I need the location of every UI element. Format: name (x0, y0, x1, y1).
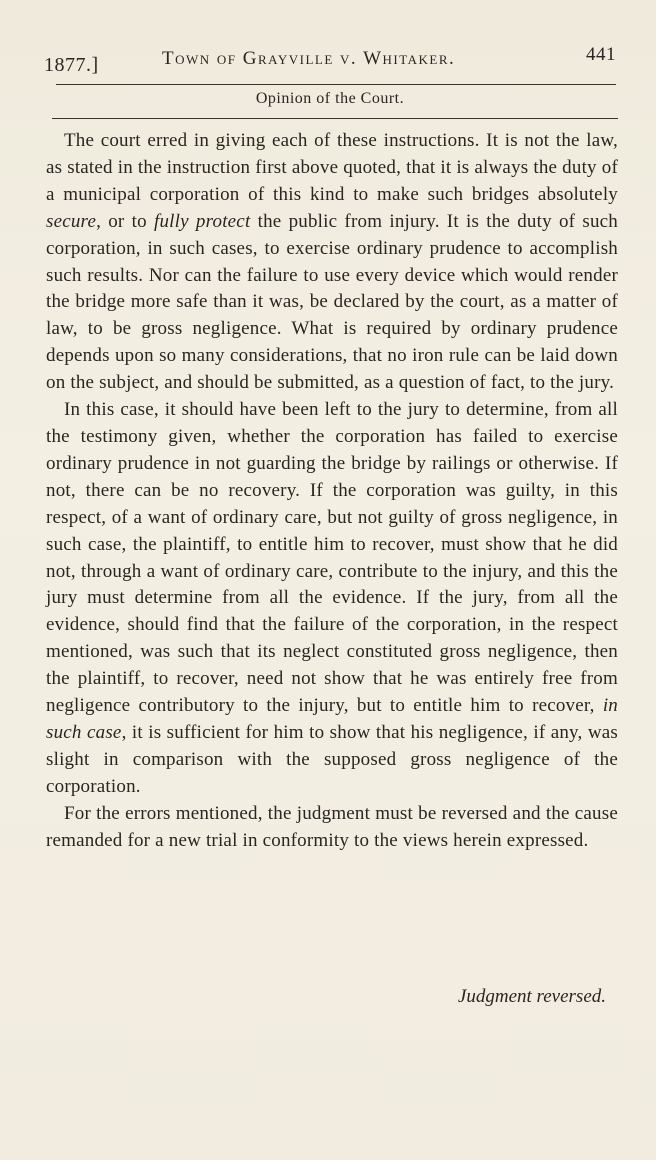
header-year: 1877.] (44, 54, 99, 76)
judgment-line: Judgment reversed. (457, 986, 606, 1007)
opinion-body (46, 128, 618, 854)
paragraph-1 (46, 128, 618, 397)
paragraph-2 (46, 397, 618, 801)
section-rule (52, 118, 618, 119)
text-run: The court erred in giving each of these instructions. It is not the law, as stated in the instruction first above quoted, that it is always the duty of a municipal corporation of this kind to make such bridges absolutely (46, 130, 618, 205)
header-rule (56, 84, 616, 85)
running-header (44, 42, 616, 78)
section-title: Opinion of the Court. (255, 90, 405, 107)
page-number: 441 (586, 44, 616, 65)
header-case-title: Town of Grayville v. Whitaker. (162, 48, 456, 69)
italic-run: secure (46, 210, 97, 232)
paragraph-3: For the errors mentioned, the judgment must be reversed and the cause remanded for a new trial in conformity to the views herein expressed. (46, 802, 618, 851)
italic-run: in such case (46, 695, 618, 743)
text-run: , it is sufficient for him to show that his negligence, if any, was slight in comparison with the supposed gross negligence of the corporation. (46, 721, 618, 797)
italic-run: fully protect (153, 210, 251, 232)
text-run: , or to (96, 210, 154, 232)
text-run: In this case, it should have been left to the jury to determine, from all the testimony given, whether the corporation has failed to exercise ordinary prudence in not guarding the bridge by railings or otherwise. If not, there can be no recovery. If the corporation was guilty, in this respect, of a want of ordinary care, but not guilty of gross negligence, in such case, the plaintiff, to entitle him to recover, must show that he did not, through a want of ordinary care, contribute to the injury, and this the jury must determine from all the evidence. If the jury, from all the evidence, should find that the failure of the corporation, in the respect mentioned, was such that its neglect constituted gross negligence, then the plaintiff, to recover, need not show that he was entirely free from negligence contributory to the injury, but to entitle him to recover, (46, 399, 618, 717)
text-run: the public from injury. It is the duty of such corporation, in such cases, to exercise ordinary prudence to accomplish such results. Nor can the failure to use every device which would render the bridge more safe than it was, be declared by the court, as a matter of law, to be gross negligence. What is required by ordinary prudence depends upon so many considerations, that no iron rule can be laid down on the subject, and should be submitted, as a question of fact, to the jury. (46, 210, 618, 394)
